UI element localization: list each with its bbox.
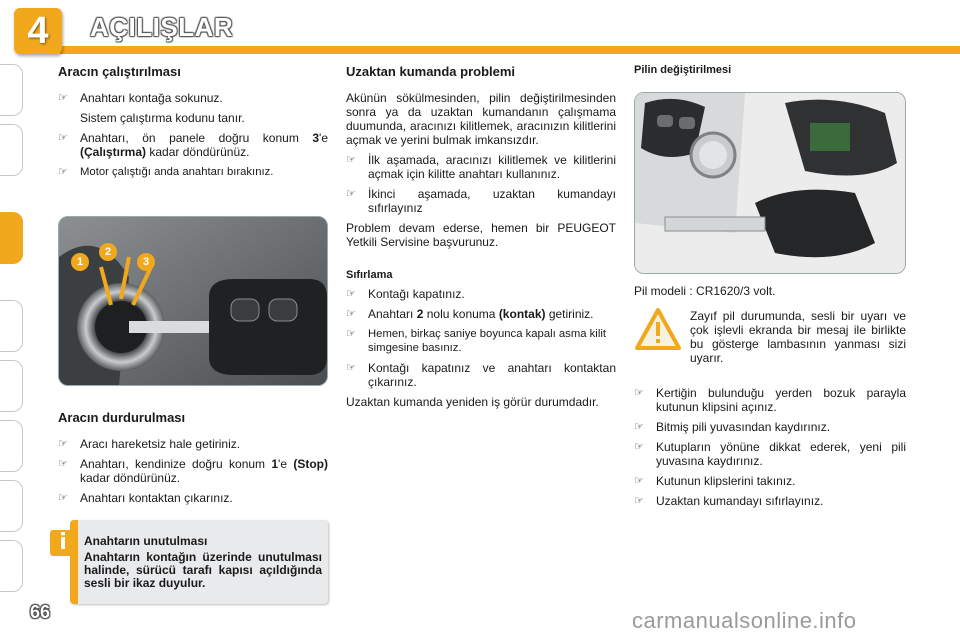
chapter-tab[interactable] xyxy=(0,480,23,532)
list-item: ☞ İlk aşamada, aracınızı kilitlemek ve kilitlerini açmak için kilitte anahtarı kullanınız. xyxy=(346,153,616,181)
problem-paragraph: Problem devam ederse, hemen bir PEUGEOT Yetkili Servisine başvurunuz. xyxy=(346,221,616,249)
list-item: ☞ Kontağı kapatınız ve anahtarı kontaktan çıkarınız. xyxy=(346,361,616,389)
list-item: ☞ Kertiğin bulunduğu yerden bozuk parayla kutunun klipsini açınız. xyxy=(634,386,906,414)
list-item: ☞ Anahtarı kontaktan çıkarınız. xyxy=(58,491,233,505)
chapter-tab[interactable] xyxy=(0,420,23,472)
warning-text: Zayıf pil durumunda, sesli bir uyarı ve çok işlevli ekranda bir mesaj ile birlikte bu gösterge lambasının yanması sizi uyarır. xyxy=(690,309,906,365)
position-label: 1 xyxy=(71,253,89,271)
hand-pointer-icon: ☞ xyxy=(346,288,356,300)
chapter-tab[interactable] xyxy=(0,64,23,116)
ignition-photo xyxy=(58,216,328,386)
hand-pointer-icon: ☞ xyxy=(58,132,68,144)
warning-triangle-icon xyxy=(634,306,682,352)
stop-section xyxy=(58,410,328,511)
battery-section xyxy=(634,64,906,76)
remote-problem-section xyxy=(346,64,616,409)
hand-pointer-icon: ☞ xyxy=(346,328,356,340)
hand-pointer-icon: ☞ xyxy=(346,154,356,166)
hand-pointer-icon: ☞ xyxy=(346,308,356,320)
list-item: ☞ Kutupların yönüne dikkat ederek, yeni pili yuvasına kaydırınız. xyxy=(634,440,906,468)
stop-title: Aracın durdurulması xyxy=(58,410,186,425)
hand-pointer-icon: ☞ xyxy=(58,492,68,504)
keyfob-illustration xyxy=(635,93,905,273)
remote-problem-title: Uzaktan kumanda problemi xyxy=(346,64,516,79)
list-item: ☞ Uzaktan kumandayı sıfırlayınız. xyxy=(634,494,824,508)
hand-pointer-icon: ☞ xyxy=(58,438,68,450)
list-item: ☞ Kontağı kapatınız. xyxy=(346,287,465,301)
page-number: 66 xyxy=(30,602,51,622)
battery-title: Pilin değiştirilmesi xyxy=(634,64,732,76)
hand-pointer-icon: ☞ xyxy=(634,495,644,507)
info-title: Anahtarın unutulması xyxy=(84,534,208,548)
ignition-illustration xyxy=(59,217,327,385)
chapter-number: 4 xyxy=(27,10,49,52)
list-item: ☞ İkinci aşamada, uzaktan kumandayı sıfırlayınız xyxy=(346,187,616,215)
chapter-tab[interactable] xyxy=(0,124,23,176)
chapter-tabs xyxy=(0,64,30,604)
list-item: ☞ Aracı hareketsiz hale getiriniz. xyxy=(58,437,241,451)
hand-pointer-icon: ☞ xyxy=(634,421,644,433)
list-item: ☞ Motor çalıştığı anda anahtarı bırakınız. xyxy=(58,166,274,178)
chapter-tab[interactable] xyxy=(0,540,23,592)
hand-pointer-icon: ☞ xyxy=(634,387,644,399)
chapter-tab[interactable] xyxy=(0,360,23,412)
info-icon: i xyxy=(50,530,76,556)
start-section xyxy=(58,64,328,185)
watermark: carmanualsonline.info xyxy=(632,608,857,633)
chapter-tab[interactable] xyxy=(0,300,23,352)
hand-pointer-icon: ☞ xyxy=(346,362,356,374)
intro-paragraph: Akünün sökülmesinden, pilin değiştirilmesinden sonra ya da uzaktan kumandanın çalışmama duumunda, aracınızı kilitlemek, aracınızın kilitlerini açmak ve yerini bulmak imkansızdır. xyxy=(346,91,616,147)
hand-pointer-icon: ☞ xyxy=(58,92,68,104)
list-item: ☞ Anahtarı, kendinize doğru konum 1'e (Stop) kadar döndürünüz. xyxy=(58,457,328,485)
list-item: ☞ Anahtarı 2 nolu konuma (kontak) getiriniz. xyxy=(346,307,594,321)
list-item: ☞ Bitmiş pili yuvasından kaydırınız. xyxy=(634,420,831,434)
list-item: ☞ Anahtarı, ön panele doğru konum 3'e (Çalıştırma) kadar döndürünüz. xyxy=(58,131,328,159)
info-text: Anahtarın kontağın üzerinde unutulması halinde, sürücü tarafı kapısı açıldığında sesli bir ikaz duyulur. xyxy=(84,550,322,590)
page-title: AÇILIŞLAR xyxy=(90,12,234,42)
start-title: Aracın çalıştırılması xyxy=(58,64,181,79)
list-item: ☞ Hemen, birkaç saniye boyunca kapalı asma kilit simgesine basınız. xyxy=(346,328,606,354)
position-label: 3 xyxy=(137,253,155,271)
battery-model: Pil modeli : CR1620/3 volt. xyxy=(634,284,776,298)
header-bar xyxy=(60,46,960,54)
closing-paragraph: Uzaktan kumanda yeniden iş görür durumdadır. xyxy=(346,395,599,409)
list-item: ☞ Anahtarı kontağa sokunuz. xyxy=(58,91,223,105)
keyfob-photo xyxy=(634,92,906,274)
reset-title: Sıfırlama xyxy=(346,269,393,281)
hand-pointer-icon: ☞ xyxy=(346,188,356,200)
list-item: ☞ Kutunun klipslerini takınız. xyxy=(634,474,796,488)
hand-pointer-icon: ☞ xyxy=(58,166,68,178)
chapter-tab-active[interactable] xyxy=(0,212,23,264)
hand-pointer-icon: ☞ xyxy=(634,475,644,487)
hand-pointer-icon: ☞ xyxy=(634,441,644,453)
battery-steps xyxy=(634,386,906,514)
position-label: 2 xyxy=(99,243,117,261)
hand-pointer-icon: ☞ xyxy=(58,458,68,470)
list-item-note: Sistem çalıştırma kodunu tanır. xyxy=(80,111,245,125)
